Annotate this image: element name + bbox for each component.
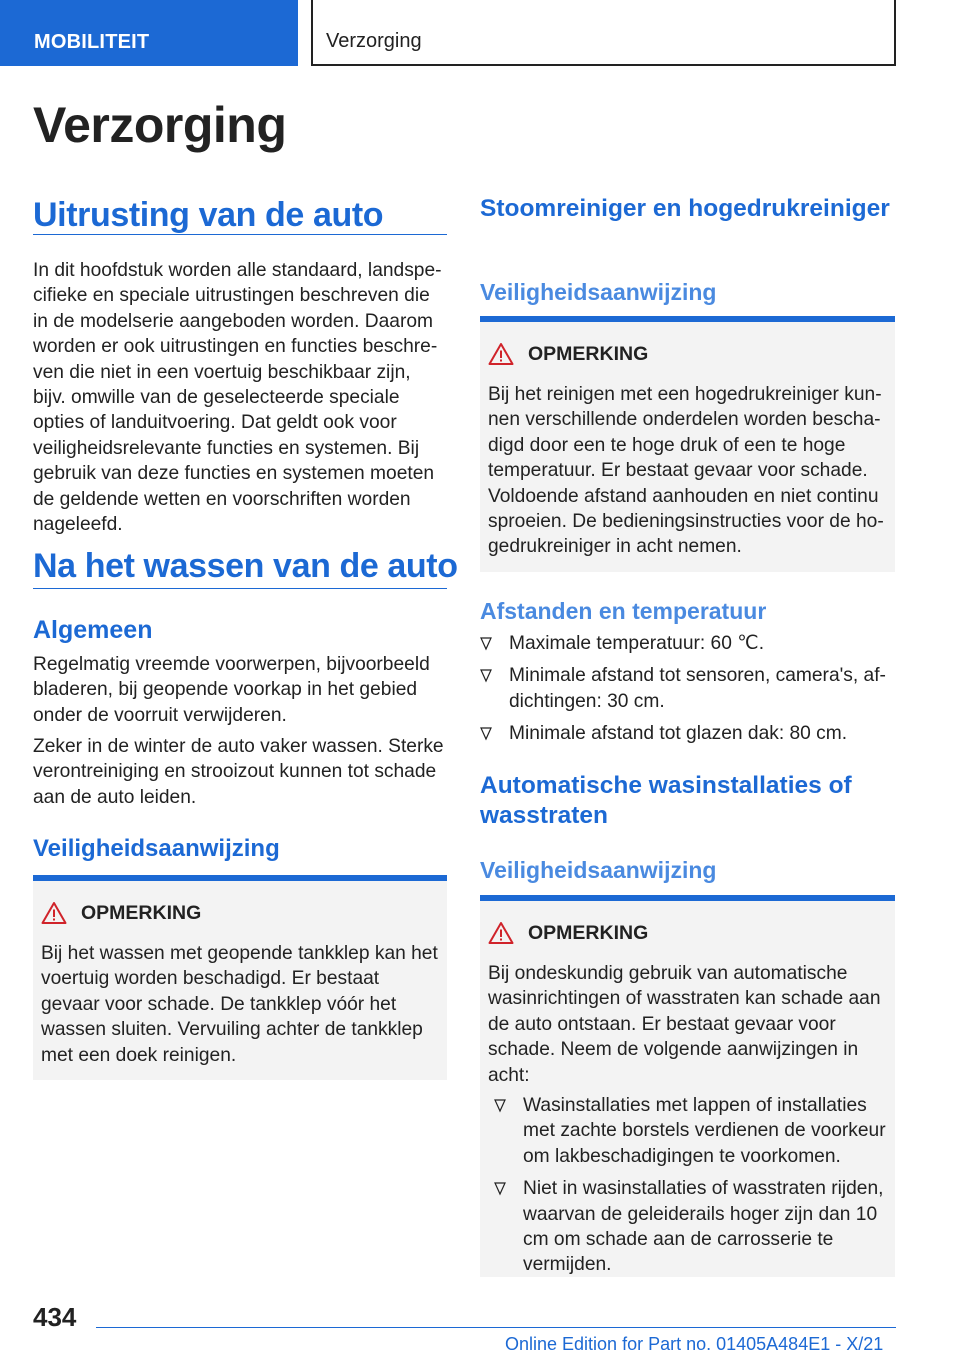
note-label: OPMERKING — [528, 921, 649, 944]
section-label: MOBILITEIT — [34, 31, 150, 53]
note-text: Bij het wassen met geopende tankklep kan het voertuig worden beschadigd. Er bestaat gevaar voor schade. De tankklep vóór het wassen sluiten. Vervuiling achter de tankklep met een doek reinigen. — [41, 943, 438, 1066]
carwash-list — [494, 1093, 886, 1285]
list-item: Maximale temperatuur: 60 ℃. — [480, 631, 895, 656]
note-text: Bij ondeskundig gebruik van automatische wasinrichtingen of wasstraten kan schade aan de auto ontstaan. Er bestaat gevaar voor schade. Neem de volgende aanwijzingen in acht: — [488, 963, 881, 1086]
steam-heading: Stoomreiniger en hogedrukreiniger — [480, 195, 890, 222]
page-number: 434 — [33, 1302, 77, 1332]
safety-heading: Veiligheidsaanwijzing — [33, 835, 280, 862]
equipment-heading: Uitrusting van de auto — [33, 196, 384, 234]
note-text: Bij het reinigen met een hogedrukreiniger kunnen verschillende onderdelen worden beschadigd door een te hoge druk of een te hoge temperatuur. Er bestaat gevaar voor schade. Voldoende afstand aanhouden en niet continu sproeien. De bedieningsinstructies voor de hogedrukreiniger in acht nemen. — [488, 384, 884, 558]
general-heading: Algemeen — [33, 616, 153, 644]
list-item: Minimale afstand tot glazen dak: 80 cm. — [480, 721, 895, 746]
bullet-triangle-icon — [494, 1182, 506, 1196]
list-item: Wasinstallaties met lappen of installaties met zachte borstels verdienen de voorkeur om lakbeschadigingen te voorkomen. — [494, 1093, 886, 1169]
note-label: OPMERKING — [528, 342, 649, 365]
warning-triangle-icon — [41, 901, 67, 925]
distances-heading: Afstanden en temperatuur — [480, 598, 767, 624]
list-item: Minimale afstand tot sensoren, camera's, afdichtingen: 30 cm. — [480, 663, 895, 714]
bullet-triangle-icon — [494, 1099, 506, 1113]
list-item: Niet in wasinstallaties of wasstraten rijden, waarvan de geleiderails hoger zijn dan 10 cm om schade aan de carrosserie te vermijden. — [494, 1176, 886, 1278]
bullet-triangle-icon — [480, 637, 492, 651]
distances-list — [480, 631, 895, 754]
edition-link[interactable]: Online Edition for Part no. 01405A484E1 - X/21 — [505, 1334, 884, 1354]
warning-triangle-icon — [488, 921, 514, 945]
general-paragraph-1: Regelmatig vreemde voorwerpen, bijvoorbeeld bladeren, bij geopende voorkap in het gebied onder de voorruit verwijderen. — [33, 654, 430, 726]
warning-note-carwash — [480, 895, 895, 1277]
note-header — [488, 342, 648, 366]
warning-note — [33, 875, 447, 1080]
chapter-label: Verzorging — [326, 30, 422, 52]
safety-heading-steam: Veiligheidsaanwijzing — [480, 279, 717, 305]
note-header — [488, 921, 648, 945]
note-header — [41, 901, 201, 925]
equipment-heading-rule — [33, 234, 447, 235]
after-wash-heading-rule — [33, 588, 447, 589]
note-label: OPMERKING — [81, 901, 202, 924]
after-wash-heading: Na het wassen van de auto — [33, 547, 458, 585]
section-tab — [0, 0, 298, 66]
footer-rule — [96, 1327, 896, 1328]
safety-heading-carwash: Veiligheidsaanwijzing — [480, 857, 717, 883]
warning-note-steam — [480, 316, 895, 572]
bullet-triangle-icon — [480, 669, 492, 683]
chapter-header — [311, 0, 896, 66]
bullet-triangle-icon — [480, 727, 492, 741]
warning-triangle-icon — [488, 342, 514, 366]
carwash-heading: Automatische wasinstallaties of wasstraten — [480, 772, 852, 829]
page-title: Verzorging — [33, 97, 287, 153]
equipment-paragraph: In dit hoofdstuk worden alle standaard, landspecifieke en speciale uitrustingen beschreven die in de modelserie aangeboden worden. Daarom worden er ook uitrustingen en functies beschreven die niet in een voertuig beschikbaar zijn, bijv. omwille van de geselecteerde speciale opties of landuitvoering. Dat geldt ook voor veiligheidsrelevante functies en systemen. Bij gebruik van deze functies en systemen moeten de geldende wetten en voorschriften worden nageleefd. — [33, 260, 442, 536]
general-paragraph-2: Zeker in de winter de auto vaker wassen. Sterke verontreiniging en strooizout kunnen tot schade aan de auto leiden. — [33, 736, 444, 808]
